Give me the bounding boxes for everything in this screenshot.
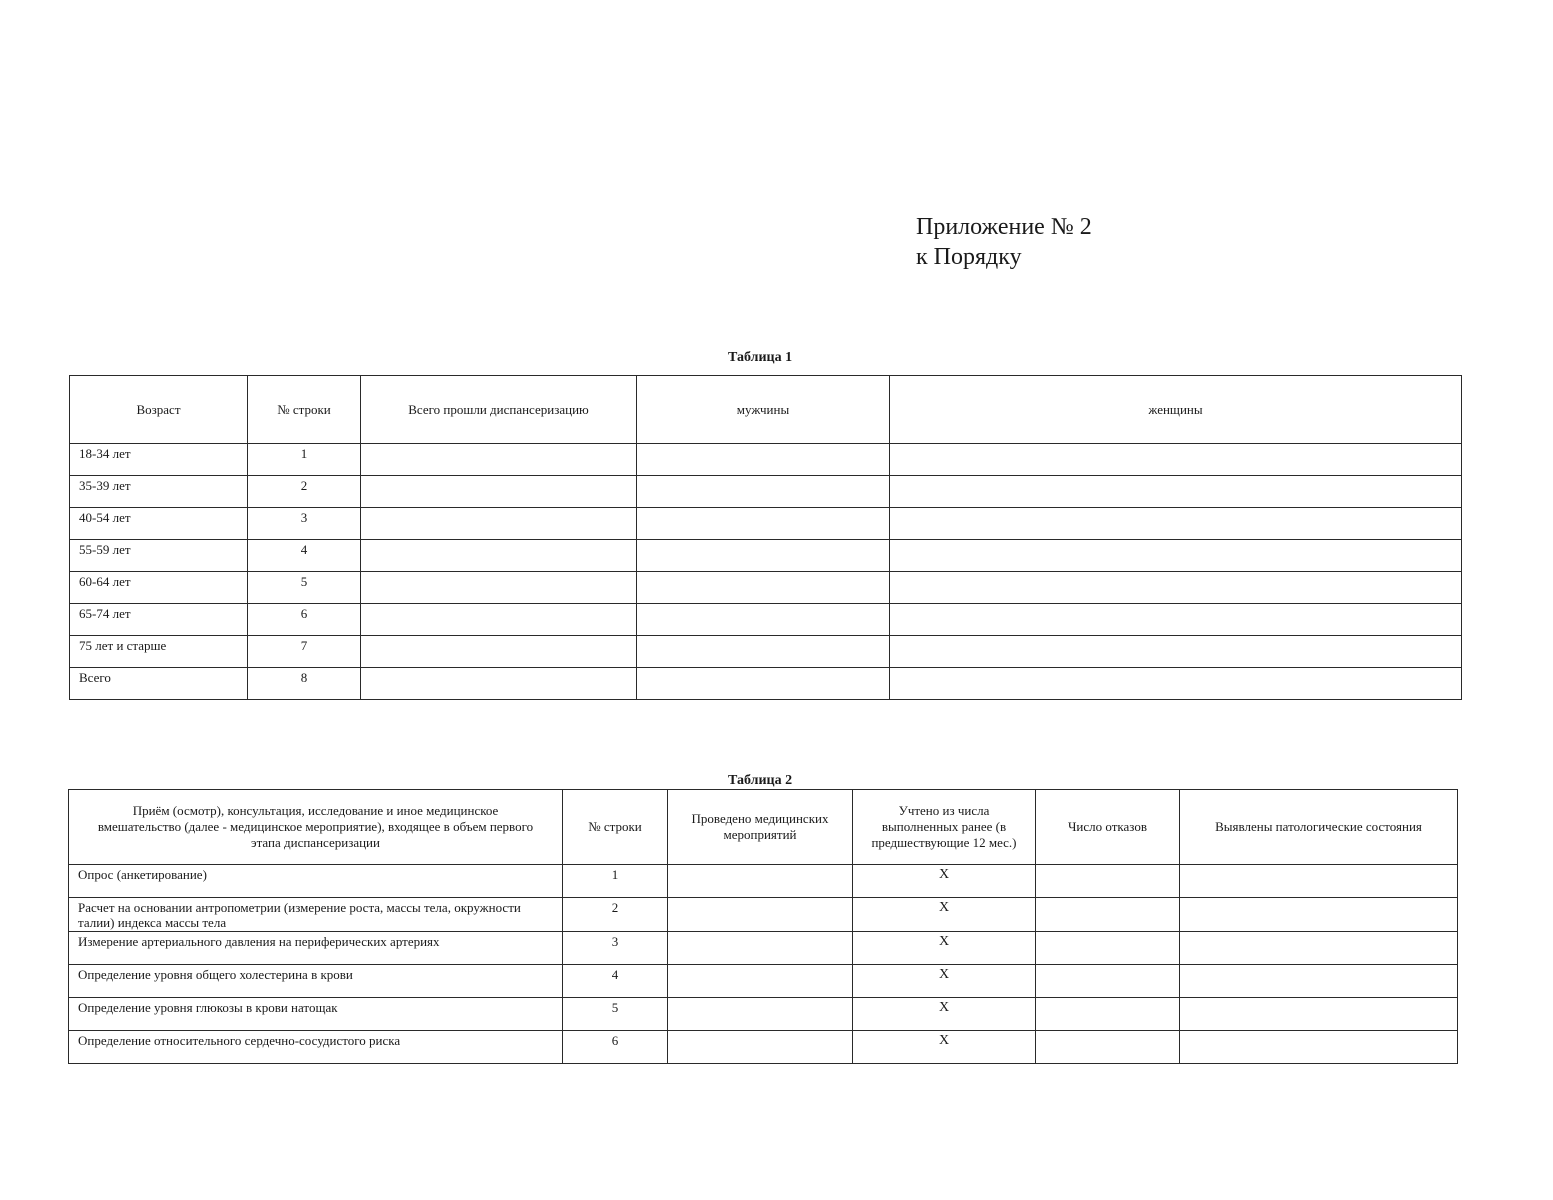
appendix-title: Приложение № 2	[916, 214, 1092, 240]
age-group-label: Всего	[70, 668, 248, 700]
women-cell[interactable]	[890, 604, 1462, 636]
table2-row	[69, 1031, 1458, 1064]
not-applicable-mark: X	[853, 932, 1036, 965]
table1-total-row	[70, 668, 1462, 700]
women-cell[interactable]	[890, 508, 1462, 540]
table1-caption: Таблица 1	[728, 350, 793, 365]
age-group-label: 55-59 лет	[70, 540, 248, 572]
age-group-label: 65-74 лет	[70, 604, 248, 636]
pathology-cell[interactable]	[1180, 865, 1458, 898]
row-number: 2	[563, 898, 668, 932]
refusals-cell[interactable]	[1036, 998, 1180, 1031]
table2-header-pathology: Выявлены патологические состояния	[1180, 790, 1458, 865]
table2-caption: Таблица 2	[728, 773, 793, 788]
refusals-cell[interactable]	[1036, 1031, 1180, 1064]
total-cell[interactable]	[361, 540, 637, 572]
total-cell[interactable]	[361, 444, 637, 476]
men-cell[interactable]	[637, 508, 890, 540]
pathology-cell[interactable]	[1180, 898, 1458, 932]
row-number: 5	[563, 998, 668, 1031]
table1-row	[70, 636, 1462, 668]
row-number: 6	[248, 604, 361, 636]
row-number: 3	[563, 932, 668, 965]
table1-row	[70, 572, 1462, 604]
table2-header-procedure: Приём (осмотр), консультация, исследование и иное медицинское вмешательство (далее - медицинское мероприятие), входящее в объем первого этапа диспансеризации	[69, 790, 563, 865]
procedure-label: Определение уровня общего холестерина в крови	[69, 965, 563, 998]
men-cell[interactable]	[637, 540, 890, 572]
appendix-heading	[916, 212, 1092, 272]
men-cell[interactable]	[637, 572, 890, 604]
performed-cell[interactable]	[668, 898, 853, 932]
procedure-label: Расчет на основании антропометрии (измерение роста, массы тела, окружности талии) индекса массы тела	[69, 898, 563, 932]
table1-row	[70, 540, 1462, 572]
table1-header-row-number: № строки	[248, 376, 361, 444]
table2-header-performed: Проведено медицинских мероприятий	[668, 790, 853, 865]
table2	[68, 789, 1458, 1064]
row-number: 4	[248, 540, 361, 572]
table2-header-counted-earlier: Учтено из числа выполненных ранее (в предшествующие 12 мес.)	[853, 790, 1036, 865]
men-cell[interactable]	[637, 444, 890, 476]
men-cell[interactable]	[637, 476, 890, 508]
total-cell[interactable]	[361, 508, 637, 540]
procedure-label: Определение относительного сердечно-сосудистого риска	[69, 1031, 563, 1064]
performed-cell[interactable]	[668, 1031, 853, 1064]
total-cell[interactable]	[361, 572, 637, 604]
men-cell[interactable]	[637, 636, 890, 668]
not-applicable-mark: X	[853, 1031, 1036, 1064]
not-applicable-mark: X	[853, 865, 1036, 898]
not-applicable-mark: X	[853, 965, 1036, 998]
procedure-label: Опрос (анкетирование)	[69, 865, 563, 898]
row-number: 6	[563, 1031, 668, 1064]
row-number: 4	[563, 965, 668, 998]
table1-row	[70, 604, 1462, 636]
table2-row	[69, 865, 1458, 898]
table1-row	[70, 444, 1462, 476]
total-cell[interactable]	[361, 636, 637, 668]
women-cell[interactable]	[890, 636, 1462, 668]
women-cell[interactable]	[890, 444, 1462, 476]
performed-cell[interactable]	[668, 865, 853, 898]
row-number: 1	[563, 865, 668, 898]
refusals-cell[interactable]	[1036, 898, 1180, 932]
appendix-subtitle: к Порядку	[916, 244, 1022, 270]
age-group-label: 18-34 лет	[70, 444, 248, 476]
performed-cell[interactable]	[668, 932, 853, 965]
table1-header-total: Всего прошли диспансеризацию	[361, 376, 637, 444]
age-group-label: 40-54 лет	[70, 508, 248, 540]
row-number: 2	[248, 476, 361, 508]
table2-header-refusals: Число отказов	[1036, 790, 1180, 865]
refusals-cell[interactable]	[1036, 932, 1180, 965]
performed-cell[interactable]	[668, 998, 853, 1031]
pathology-cell[interactable]	[1180, 998, 1458, 1031]
table1-header-age: Возраст	[70, 376, 248, 444]
women-cell[interactable]	[890, 540, 1462, 572]
table1-header-row	[70, 376, 1462, 444]
age-group-label: 75 лет и старше	[70, 636, 248, 668]
age-group-label: 35-39 лет	[70, 476, 248, 508]
age-group-label: 60-64 лет	[70, 572, 248, 604]
not-applicable-mark: X	[853, 898, 1036, 932]
table2-row	[69, 998, 1458, 1031]
men-cell[interactable]	[637, 668, 890, 700]
refusals-cell[interactable]	[1036, 865, 1180, 898]
table2-header-row-number: № строки	[563, 790, 668, 865]
row-number: 5	[248, 572, 361, 604]
row-number: 3	[248, 508, 361, 540]
not-applicable-mark: X	[853, 998, 1036, 1031]
table1-header-men: мужчины	[637, 376, 890, 444]
pathology-cell[interactable]	[1180, 1031, 1458, 1064]
table2-row	[69, 932, 1458, 965]
women-cell[interactable]	[890, 668, 1462, 700]
refusals-cell[interactable]	[1036, 965, 1180, 998]
pathology-cell[interactable]	[1180, 932, 1458, 965]
total-cell[interactable]	[361, 604, 637, 636]
pathology-cell[interactable]	[1180, 965, 1458, 998]
procedure-label: Измерение артериального давления на периферических артериях	[69, 932, 563, 965]
total-cell[interactable]	[361, 668, 637, 700]
women-cell[interactable]	[890, 572, 1462, 604]
row-number: 8	[248, 668, 361, 700]
performed-cell[interactable]	[668, 965, 853, 998]
women-cell[interactable]	[890, 476, 1462, 508]
table1-header-women: женщины	[890, 376, 1462, 444]
men-cell[interactable]	[637, 604, 890, 636]
table2-row	[69, 965, 1458, 998]
table1-row	[70, 476, 1462, 508]
procedure-label: Определение уровня глюкозы в крови натощак	[69, 998, 563, 1031]
table2-row	[69, 898, 1458, 932]
table1-row	[70, 508, 1462, 540]
total-cell[interactable]	[361, 476, 637, 508]
row-number: 1	[248, 444, 361, 476]
table1	[69, 375, 1462, 700]
table2-header-row	[69, 790, 1458, 865]
row-number: 7	[248, 636, 361, 668]
